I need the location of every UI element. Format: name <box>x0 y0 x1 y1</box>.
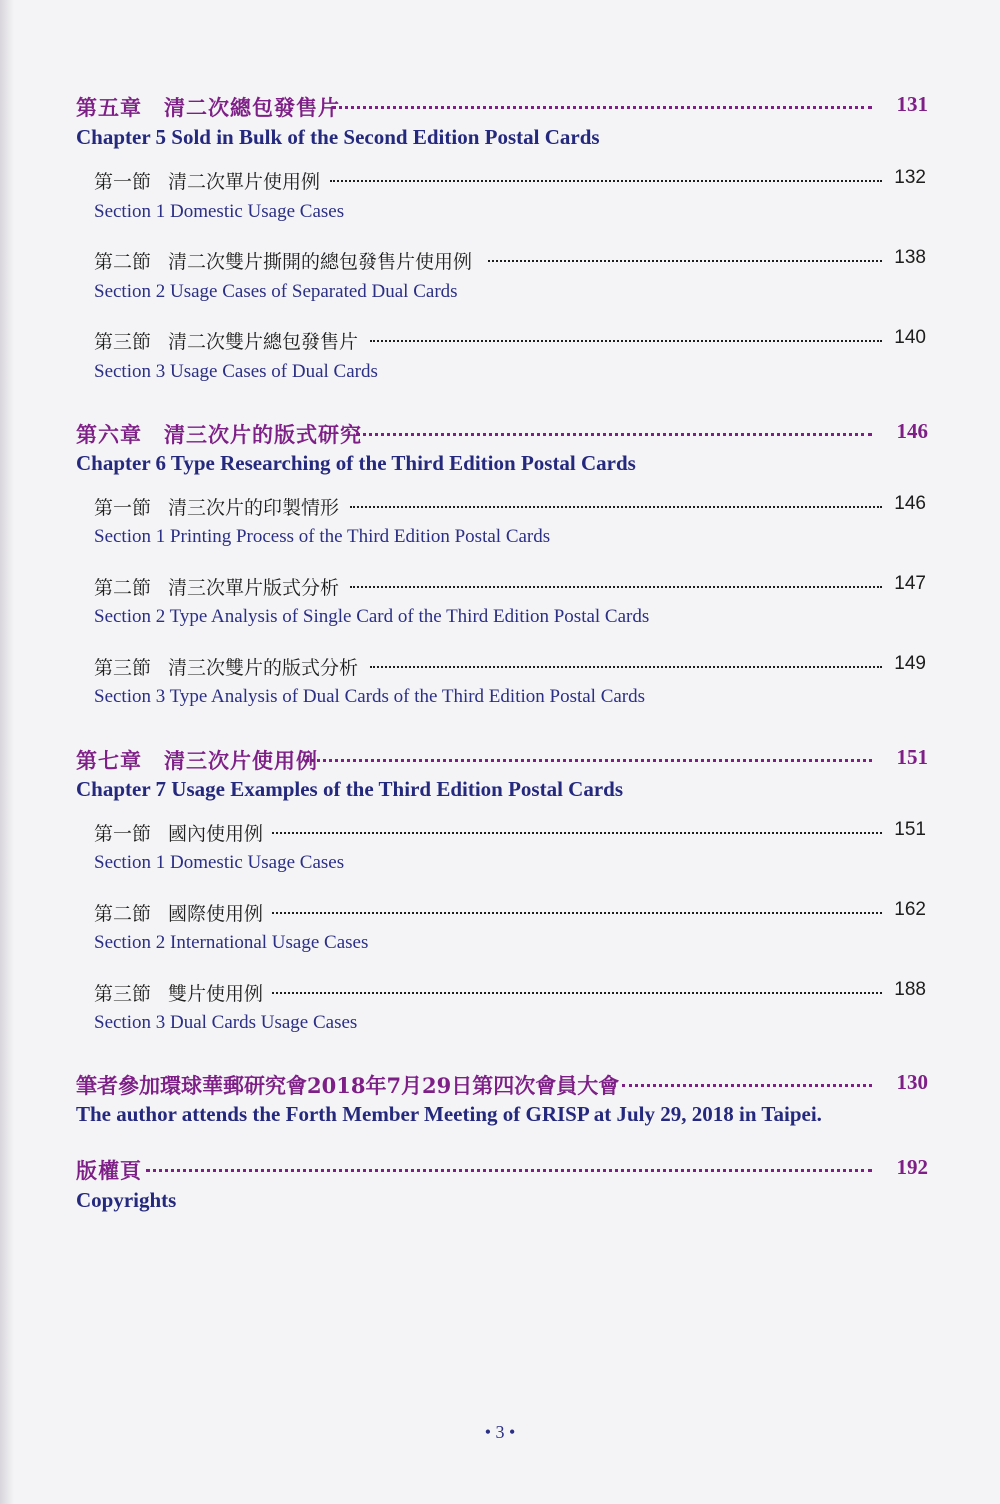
section-number-zh: 第一節 <box>94 171 152 193</box>
chapter-page-number: 151 <box>896 745 928 769</box>
chapter-6-heading[interactable] <box>0 419 1000 453</box>
dot-leader <box>272 912 882 914</box>
chapter-page-number: 131 <box>896 92 928 116</box>
section-title-zh: 清二次雙片總包發售片 <box>168 331 359 353</box>
section-title-en: Section 3 Type Analysis of Dual Cards of the Third Edition Postal Cards <box>94 686 646 707</box>
section-page-number: 149 <box>894 653 926 674</box>
section-entry[interactable] <box>0 979 1000 1013</box>
section-title-zh: 清二次雙片撕開的總包發售片使用例 <box>168 251 473 273</box>
dot-leader <box>330 180 882 182</box>
section-entry[interactable] <box>0 573 1000 607</box>
section-page-number: 188 <box>894 979 926 1000</box>
section-title-en: Section 2 International Usage Cases <box>94 932 369 953</box>
chapter-title-zh: 第五章 清二次總包發售片 <box>76 95 340 120</box>
section-title-en: Section 1 Domestic Usage Cases <box>94 852 345 873</box>
section-title-zh: 清三次雙片的版式分析 <box>168 657 359 679</box>
section-page-number: 146 <box>894 493 926 514</box>
section-title-zh: 清三次片的印製情形 <box>168 497 340 519</box>
section-page-number: 138 <box>894 247 926 268</box>
copyright-page-number: 192 <box>896 1155 928 1179</box>
section-title-zh: 雙片使用例 <box>168 983 264 1005</box>
section-title-en: Section 3 Dual Cards Usage Cases <box>94 1012 358 1033</box>
page-folio: • 3 • <box>484 1422 516 1442</box>
chapter-page-number: 146 <box>896 419 928 443</box>
section-entry[interactable] <box>0 167 1000 201</box>
dot-leader <box>146 1169 872 1172</box>
section-title-en: Section 1 Printing Process of the Third Edition Postal Cards <box>94 526 551 547</box>
section-page-number: 147 <box>894 573 926 594</box>
section-title-zh: 清三次單片版式分析 <box>168 577 340 599</box>
section-number-zh: 第二節 <box>94 251 152 273</box>
section-entry[interactable] <box>0 247 1000 281</box>
dot-leader <box>350 506 882 508</box>
chapter-title-zh: 第七章 清三次片使用例 <box>76 748 318 773</box>
section-number-zh: 第三節 <box>94 657 152 679</box>
chapter-5-heading[interactable] <box>0 92 1000 126</box>
section-number-zh: 第三節 <box>94 331 152 353</box>
section-number-zh: 第二節 <box>94 903 152 925</box>
section-page-number: 140 <box>894 327 926 348</box>
section-page-number: 151 <box>894 819 926 840</box>
dot-leader <box>356 433 872 436</box>
dot-leader <box>370 666 882 668</box>
section-title-zh: 清二次單片使用例 <box>168 171 321 193</box>
section-number-zh: 第一節 <box>94 497 152 519</box>
copyright-title-zh: 版權頁 <box>76 1158 142 1183</box>
meeting-title-en: The author attends the Forth Member Meeting of GRISP at July 29, 2018 in Taipei. <box>76 1102 822 1126</box>
section-title-en: Section 2 Usage Cases of Separated Dual Cards <box>94 281 458 302</box>
section-page-number: 162 <box>894 899 926 920</box>
dot-leader <box>306 759 872 762</box>
section-entry[interactable] <box>0 819 1000 853</box>
section-title-en: Section 3 Usage Cases of Dual Cards <box>94 361 378 382</box>
section-number-zh: 第一節 <box>94 823 152 845</box>
dot-leader <box>488 260 882 262</box>
meeting-heading[interactable] <box>0 1070 1000 1104</box>
dot-leader <box>272 832 882 834</box>
copyright-title-en: Copyrights <box>76 1188 177 1212</box>
section-page-number: 132 <box>894 167 926 188</box>
chapter-title-en: Chapter 5 Sold in Bulk of the Second Edition Postal Cards <box>76 125 600 149</box>
dot-leader <box>332 106 872 109</box>
dot-leader <box>350 586 882 588</box>
section-number-zh: 第二節 <box>94 577 152 599</box>
chapter-title-en: Chapter 7 Usage Examples of the Third Edition Postal Cards <box>76 777 624 801</box>
section-entry[interactable] <box>0 327 1000 361</box>
chapter-7-heading[interactable] <box>0 745 1000 779</box>
dot-leader <box>370 340 882 342</box>
section-entry[interactable] <box>0 493 1000 527</box>
dot-leader <box>622 1084 872 1087</box>
dot-leader <box>272 992 882 994</box>
section-entry[interactable] <box>0 899 1000 933</box>
section-title-zh: 國內使用例 <box>168 823 264 845</box>
section-number-zh: 第三節 <box>94 983 152 1005</box>
chapter-title-zh: 第六章 清三次片的版式研究 <box>76 422 362 447</box>
chapter-title-en: Chapter 6 Type Researching of the Third Edition Postal Cards <box>76 451 636 475</box>
section-title-en: Section 1 Domestic Usage Cases <box>94 201 345 222</box>
section-entry[interactable] <box>0 653 1000 687</box>
section-title-zh: 國際使用例 <box>168 903 264 925</box>
copyright-heading[interactable] <box>0 1155 1000 1189</box>
meeting-title-zh: 筆者參加環球華郵研究會2018年7月29日第四次會員大會 <box>76 1073 620 1098</box>
section-title-en: Section 2 Type Analysis of Single Card of the Third Edition Postal Cards <box>94 606 650 627</box>
meeting-page-number: 130 <box>896 1070 928 1094</box>
